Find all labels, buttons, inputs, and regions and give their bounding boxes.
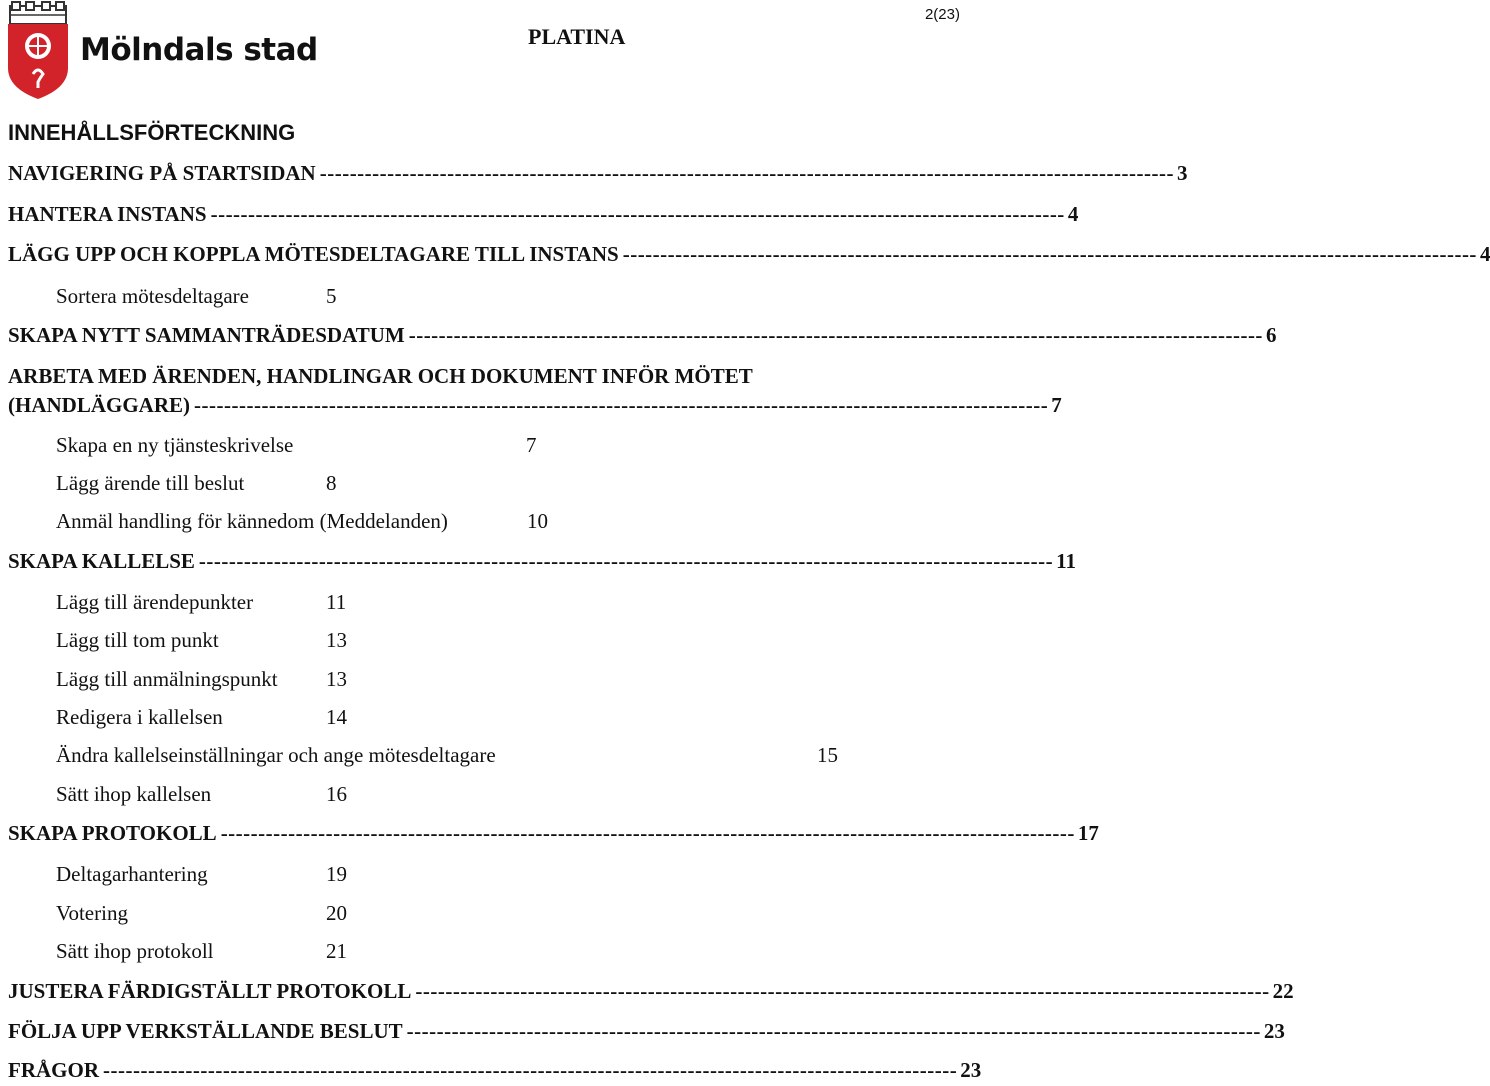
toc-entry-line2 <box>8 393 1062 421</box>
toc-entry-label: SKAPA KALLELSE <box>8 549 195 573</box>
toc-entry-label: LÄGG UPP OCH KOPPLA MÖTESDELTAGARE TILL INSTANS <box>8 242 619 266</box>
dot-leader: ------------------------------------------------------------------------------------------------------------------ <box>406 1019 1261 1043</box>
dot-leader: ------------------------------------------------------------------------------------------------------------------ <box>408 323 1263 347</box>
document-title: PLATINA <box>528 24 626 49</box>
toc-entry-label: Sätt ihop kallelsen <box>56 782 212 806</box>
dot-leader: ------------------------------------------------------------------------------------------------------------------ <box>415 979 1270 1003</box>
dot-leader: ------------------------------------------------------------------------------------------------------------------ <box>194 393 1049 417</box>
toc-entry-label: Lägg till ärendepunkter <box>56 590 254 614</box>
toc-entry-label: Skapa en ny tjänsteskrivelse <box>56 433 294 457</box>
toc-entry-label: Deltagarhantering <box>56 862 208 886</box>
toc-entry-label-line1: ARBETA MED ÄRENDEN, HANDLINGAR OCH DOKUMENT INFÖR MÖTET <box>8 364 753 388</box>
toc-entry-label: Sätt ihop protokoll <box>56 939 214 963</box>
toc-entry-label: SKAPA NYTT SAMMANTRÄDESDATUM <box>8 323 405 347</box>
dot-leader: ------------------------------------------------------------------------------------------------------------------ <box>220 821 1075 845</box>
toc-entry-page: 13 <box>326 628 347 652</box>
toc-entry-page: 13 <box>326 667 347 691</box>
toc-entry-page: 14 <box>326 705 347 729</box>
toc-entry-label: JUSTERA FÄRDIGSTÄLLT PROTOKOLL <box>8 979 412 1003</box>
toc-entry-page: 16 <box>326 782 347 806</box>
dot-leader: ------------------------------------------------------------------------------------------------------------------ <box>622 242 1477 266</box>
coat-of-arms-icon <box>6 2 70 100</box>
toc-entry-label: Lägg till anmälningspunkt <box>56 667 278 691</box>
toc-entry-label: Votering <box>56 901 128 925</box>
toc-entry-page: 11 <box>326 590 347 614</box>
toc-entry-label: Lägg ärende till beslut <box>56 471 245 495</box>
toc-entry-label-line2: (HANDLÄGGARE) <box>8 393 190 417</box>
toc-entry-page: 7 <box>526 433 537 457</box>
toc-entry[interactable] <box>8 202 1079 230</box>
toc-entry[interactable] <box>8 323 1277 351</box>
toc-entry-label: FRÅGOR <box>8 1058 99 1082</box>
toc-entry-label: Sortera mötesdeltagare <box>56 284 249 308</box>
toc-heading: INNEHÅLLSFÖRTECKNING <box>8 120 296 145</box>
dot-leader: ------------------------------------------------------------------------------------------------------------------ <box>210 202 1065 226</box>
toc-entry[interactable] <box>8 549 1076 577</box>
toc-entry-label: SKAPA PROTOKOLL <box>8 821 217 845</box>
toc-entry-label: HANTERA INSTANS <box>8 202 207 226</box>
toc-entry-page: 17 <box>1077 821 1099 845</box>
toc-entry-page: 8 <box>326 471 337 495</box>
dot-leader: ------------------------------------------------------------------------------------------------------------------ <box>319 161 1174 185</box>
toc-entry-page: 6 <box>1265 323 1277 347</box>
toc-entry[interactable] <box>8 821 1099 849</box>
toc-entry-page: 11 <box>1056 549 1076 573</box>
toc-entry-label: Lägg till tom punkt <box>56 628 219 652</box>
toc-entry-page: 22 <box>1272 979 1294 1003</box>
toc-entry-page: 4 <box>1067 202 1079 226</box>
toc-entry[interactable] <box>8 242 1490 270</box>
toc-entry-label: Ändra kallelseinställningar och ange mötesdeltagare <box>56 743 496 767</box>
toc-entry[interactable] <box>8 979 1294 1007</box>
toc-entry-page: 21 <box>326 939 347 963</box>
municipality-logo <box>6 2 318 102</box>
toc-entry-label: NAVIGERING PÅ STARTSIDAN <box>8 161 316 185</box>
toc-entry-label: FÖLJA UPP VERKSTÄLLANDE BESLUT <box>8 1019 403 1043</box>
toc-entry-label: Redigera i kallelsen <box>56 705 223 729</box>
toc-entry-page: 10 <box>527 509 548 533</box>
toc-entry-page: 19 <box>326 862 347 886</box>
toc-entry-label: Anmäl handling för kännedom (Meddelanden) <box>56 509 448 533</box>
dot-leader: ------------------------------------------------------------------------------------------------------------------ <box>103 1058 958 1082</box>
toc-entry-page: 23 <box>960 1058 982 1082</box>
toc-entry[interactable] <box>8 161 1188 189</box>
toc-entry-page: 5 <box>326 284 337 308</box>
page-number: 2(23) <box>924 6 960 23</box>
logo-text: Mölndals stad <box>80 32 318 68</box>
toc-entry-page: 7 <box>1051 393 1062 417</box>
toc-entry[interactable] <box>8 1019 1285 1047</box>
toc-entry[interactable] <box>8 1058 982 1086</box>
toc-entry-page: 23 <box>1263 1019 1285 1043</box>
toc-entry-page: 4 <box>1479 242 1490 266</box>
toc-entry-page: 3 <box>1176 161 1188 185</box>
toc-entry-page: 15 <box>817 743 838 767</box>
dot-leader: ------------------------------------------------------------------------------------------------------------------ <box>198 549 1054 573</box>
toc-entry-page: 20 <box>326 901 347 925</box>
